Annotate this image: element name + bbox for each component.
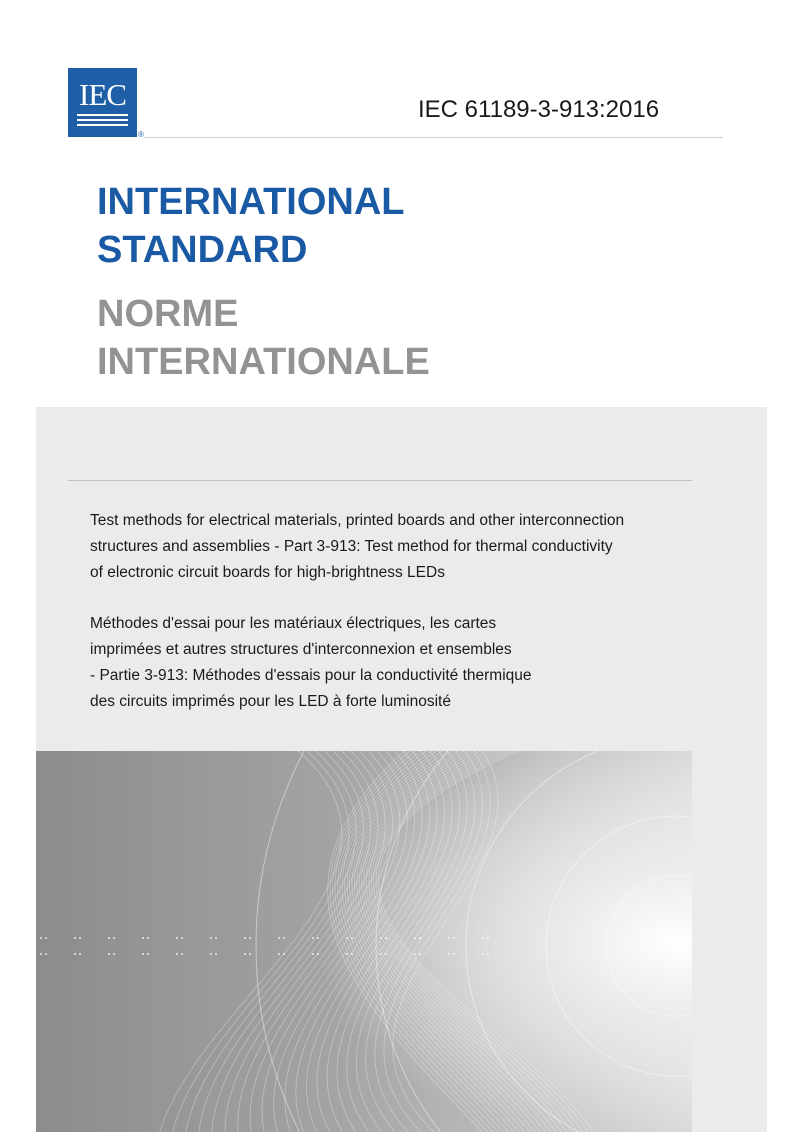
iec-logo	[68, 68, 137, 137]
title-english-line-2: STANDARD	[97, 229, 308, 271]
document-id: IEC 61189-3-913:2016	[418, 96, 660, 123]
description-french	[90, 611, 532, 715]
title-french	[97, 290, 430, 386]
description-english-line: of electronic circuit boards for high-brightness LEDs	[90, 564, 445, 581]
iec-logo-text: IEC	[79, 77, 126, 112]
description-english	[90, 508, 624, 586]
iec-logo-lines-icon	[77, 114, 128, 128]
description-french-line: des circuits imprimés pour les LED à forte luminosité	[90, 693, 451, 710]
description-french-line: Méthodes d'essai pour les matériaux électriques, les cartes	[90, 615, 497, 632]
description-french-line: - Partie 3-913: Méthodes d'essais pour la conductivité thermique	[90, 667, 532, 684]
title-english-line-1: INTERNATIONAL	[97, 181, 405, 223]
registered-mark: ®	[138, 130, 144, 139]
description-english-line: Test methods for electrical materials, printed boards and other interconnection	[90, 512, 625, 529]
cover-artwork	[36, 751, 692, 1132]
description-french-line: imprimées et autres structures d'interconnexion et ensembles	[90, 641, 512, 658]
description-english-line: structures and assemblies - Part 3-913: Test method for thermal conductivity	[90, 538, 613, 555]
panel-divider	[68, 480, 692, 481]
header-divider	[144, 137, 723, 138]
title-french-line-2: INTERNATIONALE	[97, 341, 430, 383]
title-english	[97, 178, 405, 274]
title-french-line-1: NORME	[97, 293, 239, 335]
